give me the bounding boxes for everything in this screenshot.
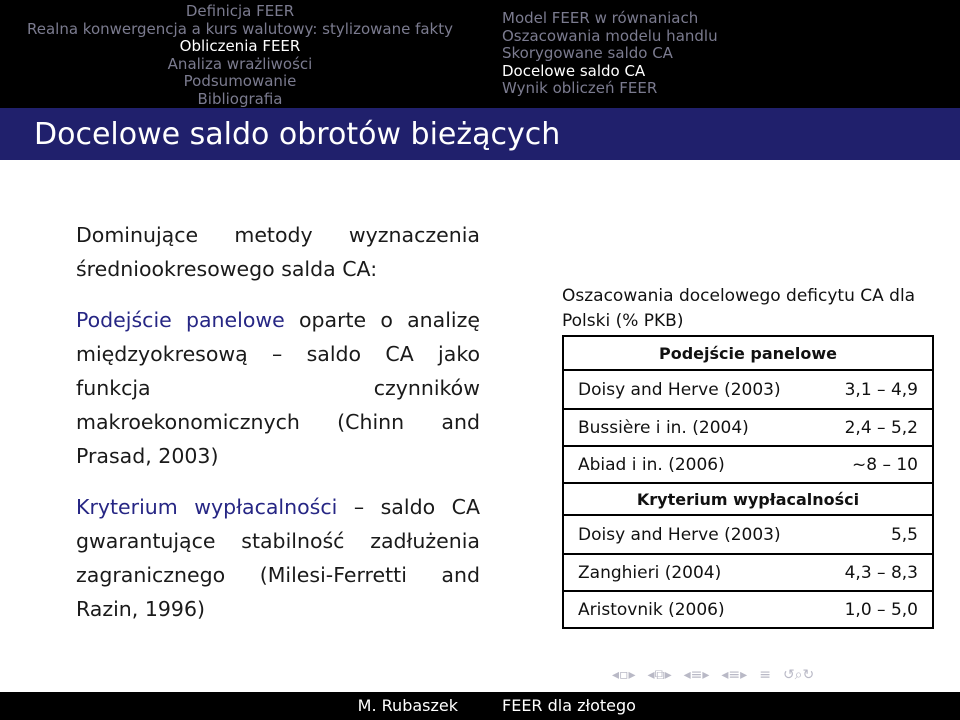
row-source: Aristovnik (2006) xyxy=(578,599,725,620)
method-panel xyxy=(76,303,480,473)
nav-section-definicja[interactable]: Definicja FEER xyxy=(185,2,295,20)
table-row xyxy=(564,516,932,553)
nav-subsection-wynik[interactable]: Wynik obliczeń FEER xyxy=(502,79,658,97)
row-value: ~8 – 10 xyxy=(852,454,918,475)
section-nav xyxy=(0,0,480,108)
row-value: 3,1 – 4,9 xyxy=(844,379,918,400)
table-group-header: Kryterium wypłacalności xyxy=(564,482,932,516)
row-value: 5,5 xyxy=(890,524,918,545)
nav-subsection-model[interactable]: Model FEER w równaniach xyxy=(502,9,699,27)
subsection-nav xyxy=(480,0,960,108)
frame-title: Docelowe saldo obrotów bieżących xyxy=(34,117,561,152)
row-source: Bussière i in. (2004) xyxy=(578,417,749,438)
intro-text: Dominujące metody wyznaczenia średniookresowego salda CA: xyxy=(76,223,480,281)
nav-subsection-handel[interactable]: Oszacowania modelu handlu xyxy=(502,26,718,45)
prev-frame-icon[interactable]: ◂▫▸ xyxy=(612,667,636,683)
frame-title-bar xyxy=(0,108,960,160)
table-row xyxy=(564,371,932,408)
table-row xyxy=(564,445,932,482)
table-row xyxy=(564,590,932,627)
nav-section-analiza[interactable]: Analiza wrażliwości xyxy=(167,54,313,73)
method-solvency xyxy=(76,490,480,626)
row-source: Doisy and Herve (2003) xyxy=(578,524,781,545)
nav-subsection-docelowe[interactable]: Docelowe saldo CA xyxy=(502,61,646,80)
prev-section-icon[interactable]: ◂≡▸ xyxy=(683,667,710,683)
table-group-header: Podejście panelowe xyxy=(564,337,932,371)
method-panel-text: oparte o analizę międzyokresową – saldo CA jako funkcja czynników makroekonomicznych (Chinn and Prasad, 2003) xyxy=(76,308,480,468)
nav-section-podsumowanie[interactable]: Podsumowanie xyxy=(183,72,297,90)
nav-section-obliczenia[interactable]: Obliczenia FEER xyxy=(179,37,301,55)
row-value: 1,0 – 5,0 xyxy=(844,599,918,620)
row-source: Abiad i in. (2006) xyxy=(578,454,725,475)
method-solvency-title: Kryterium wypłacalności xyxy=(76,495,338,519)
prev-subsection-icon[interactable]: ◂⧉▸ xyxy=(647,667,672,683)
prev-slide-icon[interactable]: ◂≡▸ xyxy=(721,667,748,683)
header-navigation xyxy=(0,0,960,108)
nav-section-bibliografia[interactable]: Bibliografia xyxy=(197,89,283,108)
row-source: Doisy and Herve (2003) xyxy=(578,379,781,400)
footer-title: FEER dla złotego xyxy=(502,696,636,715)
nav-section-konwergencja[interactable]: Realna konwergencja a kurs walutowy: stylizowane fakty xyxy=(26,19,454,38)
align-icon[interactable]: ≡ xyxy=(759,667,771,683)
table-row xyxy=(564,408,932,445)
search-icon[interactable]: ↺⌕↻ xyxy=(782,667,815,683)
nav-subsection-skorygowane[interactable]: Skorygowane saldo CA xyxy=(502,44,673,62)
table-row xyxy=(564,553,932,590)
row-source: Zanghieri (2004) xyxy=(578,562,722,583)
estimates-table xyxy=(562,335,934,629)
table-caption: Oszacowania docelowego deficytu CA dla Polski (% PKB) xyxy=(562,286,916,331)
row-value: 2,4 – 5,2 xyxy=(844,417,918,438)
method-solvency-text: – saldo CA gwarantujące stabilność zadłużenia zagranicznego (Milesi-Ferretti and Razin, 1996) xyxy=(76,495,480,621)
footer xyxy=(0,692,960,720)
left-column xyxy=(76,218,480,643)
method-panel-title: Podejście panelowe xyxy=(76,308,285,332)
beamer-navigation xyxy=(612,667,814,683)
footer-author: M. Rubaszek xyxy=(357,696,458,715)
row-value: 4,3 – 8,3 xyxy=(844,562,918,583)
